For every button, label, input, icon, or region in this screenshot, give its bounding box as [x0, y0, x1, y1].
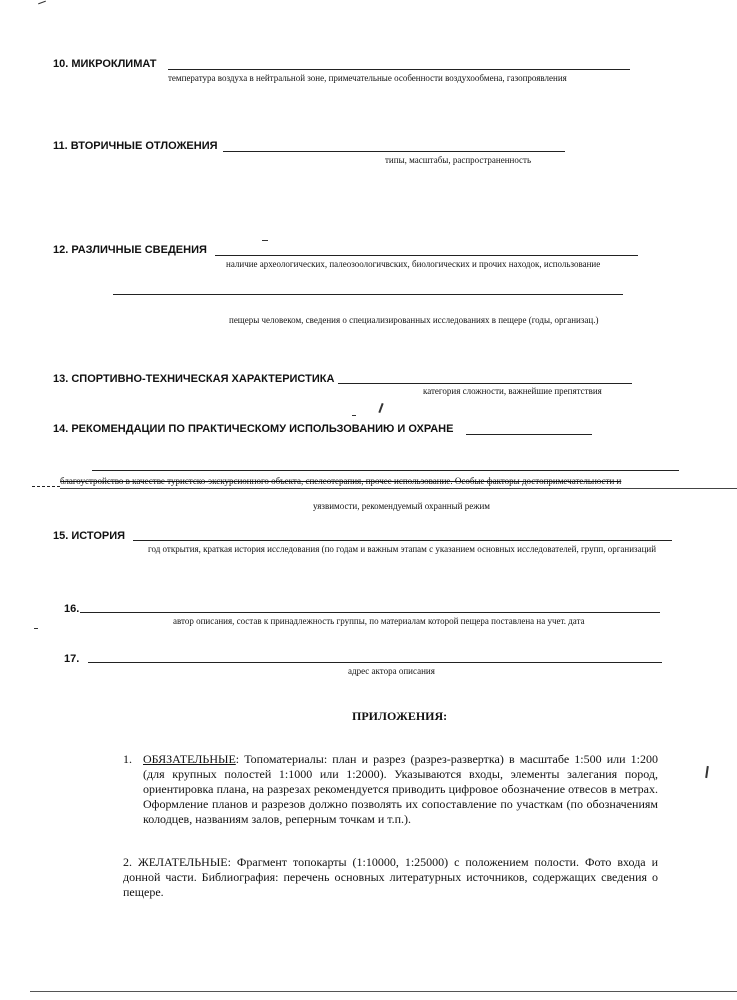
section-10-hint: температура воздуха в нейтральной зоне, примечательные особенности воздухообмена, газопроявления — [168, 73, 567, 83]
section-10-heading: 10. МИКРОКЛИМАТ — [53, 58, 157, 70]
section-14-heading: 14. РЕКОМЕНДАЦИИ ПО ПРАКТИЧЕСКОМУ ИСПОЛЬЗОВАНИЮ И ОХРАНЕ — [53, 423, 454, 435]
section-11-input-line[interactable] — [223, 151, 565, 152]
bottom-scan-edge — [30, 991, 737, 992]
section-13-hint: категория сложности, важнейшие препятствия — [423, 386, 602, 396]
section-12-hint-1: наличие археологических, палеозоологичвских, биологических и прочих находок, использование — [226, 259, 601, 269]
appendix-item-1 — [143, 752, 658, 827]
appendix-item-1-number: 1. — [123, 752, 132, 766]
appendix-title: ПРИЛОЖЕНИЯ: — [352, 709, 448, 723]
section-12-input-line-2[interactable] — [113, 294, 623, 295]
section-14-hint-1: благоустройство в качестве туристско-экскурсионного объекта, спелеотерапия, прочее использование. Особые факторы достопримечательности и — [60, 476, 622, 486]
section-14-input-line[interactable] — [466, 434, 592, 435]
section-16-hint: автор описания, состав к принадлежность группы, по материалам которой пещера поставлена на учет. дата — [173, 616, 585, 626]
section-14-input-line-2[interactable] — [92, 470, 679, 471]
section-10-input-line[interactable] — [168, 69, 630, 70]
scan-speck — [38, 1, 46, 5]
scan-speck — [378, 403, 383, 413]
appendix-item-1-text: : Топоматериалы: план и разрез (разрез-развертка) в масштабе 1:500 или 1:200 (для крупных полостей 1:1000 или 1:2000). Указываются входы, элементы залегания пород, ориентировка плана, на разрезах рекомендуется приводить цифровое обозначение отвесов в метрах. Оформление планов и разрезов должно позволять их сопоставление по участкам (по обозначениям колодцев, названиям залов, реперным точкам и т.п.). — [143, 752, 658, 826]
section-15-heading: 15. ИСТОРИЯ — [53, 530, 126, 542]
appendix-item-1-label: ОБЯЗАТЕЛЬНЫЕ — [143, 752, 236, 766]
section-11-heading: 11. ВТОРИЧНЫЕ ОТЛОЖЕНИЯ — [53, 140, 218, 152]
section-15-input-line[interactable] — [133, 540, 672, 541]
section-13-heading: 13. СПОРТИВНО-ТЕХНИЧЕСКАЯ ХАРАКТЕРИСТИКА — [53, 373, 335, 385]
scan-speck — [34, 628, 38, 629]
section-17-heading: 17. — [64, 653, 80, 665]
section-14-margin-dash — [32, 486, 60, 487]
section-16-input-line[interactable] — [80, 612, 660, 613]
scan-speck — [262, 240, 268, 241]
scan-mark — [705, 766, 709, 778]
section-17-input-line[interactable] — [88, 662, 662, 663]
section-15-hint: год открытия, краткая история исследования (по годам и важным этапам с указанием основных исследователей, групп, организаций — [148, 544, 657, 554]
section-13-input-line[interactable] — [338, 383, 632, 384]
section-12-hint-2: пещеры человеком, сведения о специализированных исследованиях в пещере (годы, организац.) — [229, 315, 599, 325]
section-12-heading: 12. РАЗЛИЧНЫЕ СВЕДЕНИЯ — [53, 244, 207, 256]
section-12-input-line[interactable] — [215, 255, 638, 256]
appendix-item-2: 2. ЖЕЛАТЕЛЬНЫЕ: Фрагмент топокарты (1:10000, 1:25000) с положением полости. Фото входа и донной части. Библиография: перечень основных литературных источников, содержащих сведения о пещере. — [123, 855, 658, 899]
section-14-scan-line — [60, 488, 737, 489]
section-16-heading: 16. — [64, 603, 80, 615]
scan-speck — [352, 415, 356, 416]
section-11-hint: типы, масштабы, распространенность — [385, 155, 532, 165]
section-14-hint-2: уязвимости, рекомендуемый охранный режим — [313, 501, 490, 511]
section-17-hint: адрес актора описания — [348, 666, 435, 676]
